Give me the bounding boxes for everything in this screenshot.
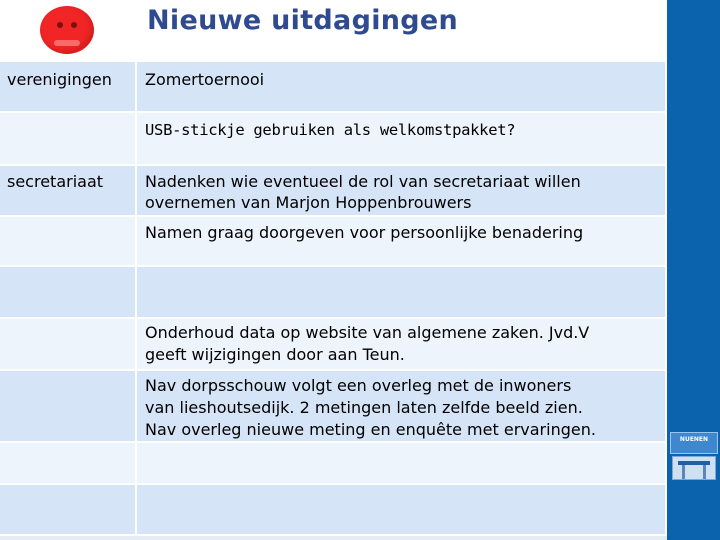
row-text: Zomertoernooi — [145, 70, 265, 89]
row-text-cell — [137, 113, 667, 166]
row-label: secretariaat — [7, 172, 104, 191]
row-text-line: Nadenken wie eventueel de rol van secretariaat willen — [145, 172, 581, 191]
row-text-cell — [137, 443, 667, 485]
row-label-cell — [0, 62, 137, 113]
row-text-cell — [137, 319, 667, 371]
header-left-cell — [0, 0, 137, 62]
row-text-line: Onderhoud data op website van algemene zaken. Jvd.V — [145, 323, 590, 342]
row-label-cell — [0, 485, 137, 536]
row-text: Namen graag doorgeven voor persoonlijke benadering — [145, 223, 584, 242]
row-text-cell — [137, 217, 667, 267]
row-label-cell — [0, 267, 137, 319]
row-text-cell — [137, 166, 667, 217]
row-text-line: van lieshoutsedijk. 2 metingen laten zelfde beeld zien. — [145, 398, 583, 417]
row-text: USB-stickje gebruiken als welkomstpakket? — [145, 121, 516, 139]
row-text-cell — [137, 485, 667, 536]
page-title: Nieuwe uitdagingen — [147, 5, 459, 36]
red-smiley-icon — [40, 6, 94, 54]
row-label-cell — [0, 113, 137, 166]
row-label: verenigingen — [7, 70, 112, 89]
municipality-logo — [670, 432, 718, 454]
signpost-icon — [672, 456, 716, 480]
row-text-line: Nav overleg nieuwe meting en enquête met ervaringen. — [145, 420, 596, 439]
bottom-strip — [0, 536, 667, 540]
row-text-line: geeft wijzigingen door aan Teun. — [145, 345, 405, 364]
row-label-cell — [0, 166, 137, 217]
header-title-cell — [137, 0, 667, 62]
row-label-cell — [0, 371, 137, 443]
row-label-cell — [0, 319, 137, 371]
row-text-cell — [137, 371, 667, 443]
row-text-cell — [137, 267, 667, 319]
row-label-cell — [0, 217, 137, 267]
row-label-cell — [0, 443, 137, 485]
row-text-cell — [137, 62, 667, 113]
row-text-line: Nav dorpsschouw volgt een overleg met de inwoners — [145, 376, 572, 395]
row-text-line: overnemen van Marjon Hoppenbrouwers — [145, 193, 472, 212]
logo-text: NUENEN — [679, 436, 709, 443]
